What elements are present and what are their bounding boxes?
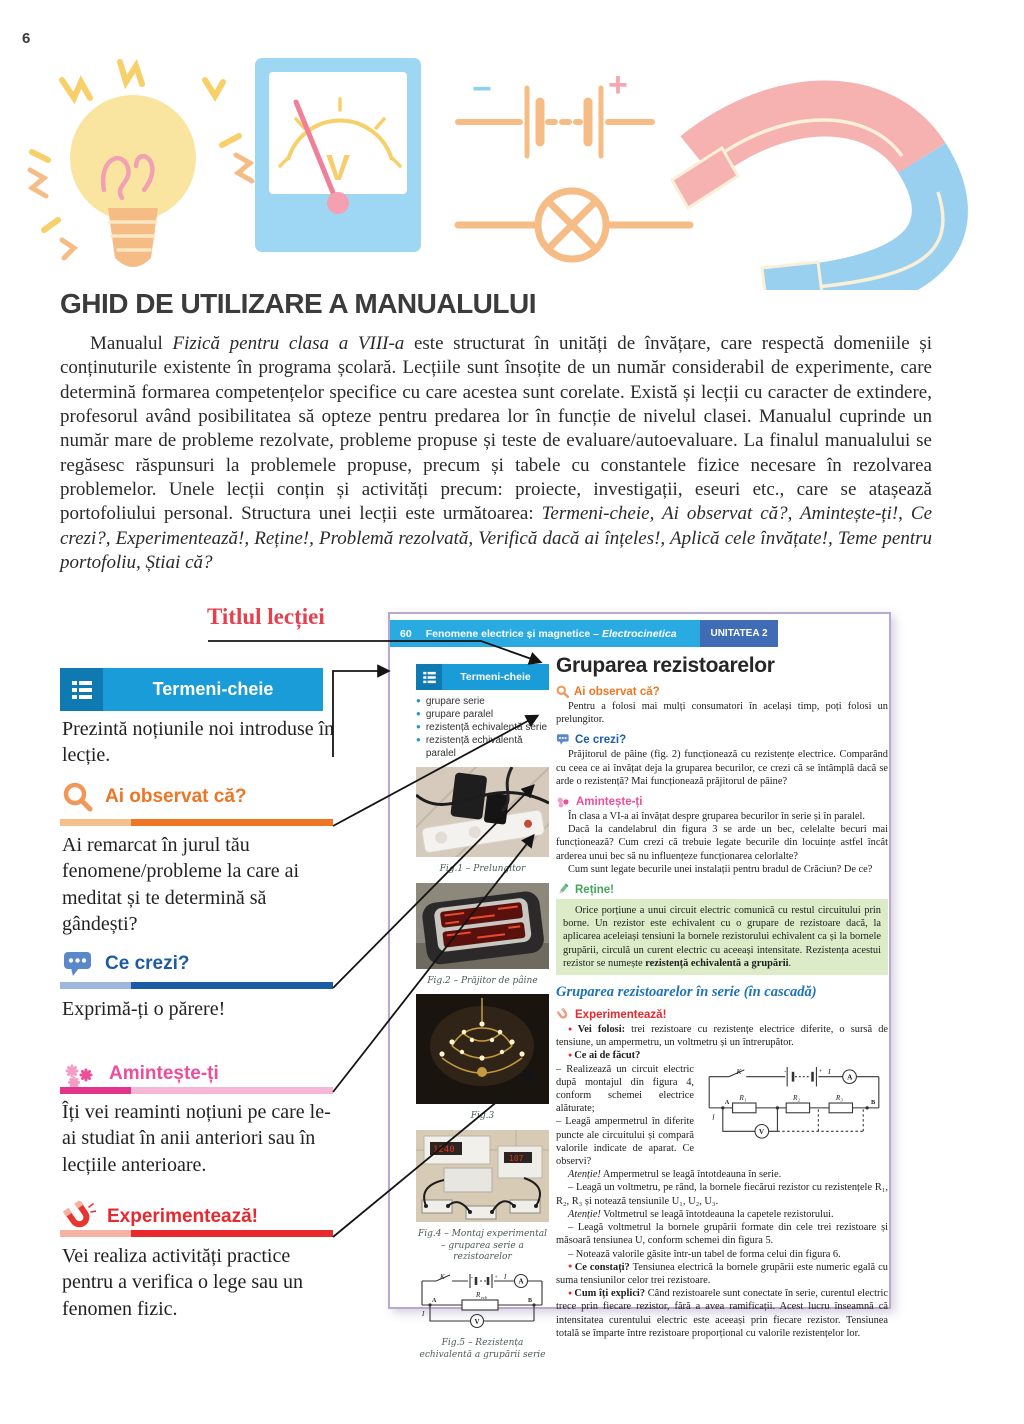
cum-explici-lead: Cum îți explici? xyxy=(574,1288,646,1300)
step-2: – Leagă ampermetrul în diferite puncte ale circuitului și compară valorile indicate de aparat. Ce observi? xyxy=(556,1116,694,1168)
ammeter-label: A xyxy=(518,1277,524,1286)
legend-aminteste-label: Amintește-ți xyxy=(109,1063,219,1084)
r1-label: R₁ xyxy=(739,1092,747,1102)
figure-4 xyxy=(416,1130,549,1264)
key-term-label: grupare serie xyxy=(425,696,485,707)
red-bullet-icon: ● xyxy=(568,1024,576,1033)
label-switch: K xyxy=(736,1066,742,1076)
node-b-label: B xyxy=(528,1298,533,1305)
page-title: GHID DE UTILIZARE A MANUALULUI xyxy=(60,288,536,319)
blue-rule xyxy=(60,982,333,989)
legend-termeni-cheie-desc: Prezintă noțiunile noi introduse în lecție. xyxy=(62,718,335,767)
r2-label: R₂ xyxy=(793,1092,801,1102)
mini-retine-label: Reține! xyxy=(575,883,614,896)
label-current: I xyxy=(828,1066,831,1076)
flowers-icon xyxy=(62,1058,98,1090)
label-current-2: I xyxy=(712,1112,715,1122)
aminteste-p1: În clasa a VI-a ai învățat despre gruparea becurilor în serie și în paralel. xyxy=(568,811,865,823)
req-label: R xyxy=(476,1291,481,1300)
fig4-photo-experiment xyxy=(416,1130,549,1222)
fig5-circuit-diagram xyxy=(416,1271,549,1331)
intro-paragraph xyxy=(60,332,932,575)
magnet-small-icon xyxy=(62,1201,96,1233)
label-plus: + xyxy=(818,1067,823,1075)
battery-symbol-icon xyxy=(458,66,652,156)
mini-experimenteaza-label: Experimentează! xyxy=(575,1008,667,1021)
figure-5 xyxy=(416,1271,549,1361)
speech-bubble-icon xyxy=(62,949,94,979)
mini-aminteste-header xyxy=(556,795,888,808)
mini-ce-crezi-label: Ce crezi? xyxy=(575,733,627,746)
vei-folosi-lead: Vei folosi: xyxy=(577,1024,626,1036)
mini-ai-observat-label: Ai observat că? xyxy=(574,685,660,698)
key-term-label: rezistență echivalentă paralel xyxy=(425,735,523,759)
retine-text: Orice porțiune a unui circuit electric comunică cu restul circuitului prin borne. Un rezistor este echivalent cu o grupare de rezistoare dacă, la aplicarea aceleiași tensiuni la bornele rezistorului echivalent ca și la bornele grupării, circulă un curent electric cu aceeași intensitate. Rezistența acestui rezistor se numește xyxy=(563,905,881,969)
vei-folosi-text: trei rezistoare cu rezistențe electrice diferite, o sursă de tensiune, un ampermetru, un voltmetru și un întrerupător. xyxy=(556,1024,889,1049)
legend-ai-observat-header xyxy=(62,781,247,813)
figure-2 xyxy=(416,883,549,988)
aminteste-p2: Dacă la candelabrul din figura 3 se arde un bec, celelalte becuri mai funcționează? Cum crezi că trebuie legate becurile din locuințe astfel încât arderea unui bec să nu influențeze funcționarea celorlalte? xyxy=(556,824,888,862)
sample-page-number: 60 xyxy=(400,627,412,640)
pink-rule xyxy=(60,1087,333,1094)
step-4: – Leagă voltmetrul la bornele grupării formate din cele trei rezistoare și măsoară tensiunea U, conform schemei din figura 5. xyxy=(556,1222,888,1247)
figure-3 xyxy=(416,994,549,1123)
orange-rule xyxy=(60,819,333,826)
label-plus: + xyxy=(494,1275,499,1282)
voltmeter-label: V xyxy=(325,147,351,188)
label-switch: K xyxy=(440,1273,445,1282)
page-number: 6 xyxy=(22,30,31,47)
fig2-caption: Fig.2 – Prăjitor de pâine xyxy=(427,975,538,986)
list-icon xyxy=(60,668,103,711)
voltmeter-label: V xyxy=(474,1318,480,1327)
pencil-icon xyxy=(556,883,570,896)
legend-ce-crezi-header xyxy=(62,949,189,979)
legend-experimenteaza-label: Experimentează! xyxy=(107,1206,259,1227)
magnifier-icon xyxy=(556,685,569,698)
mini-aminteste-label: Amintește-ți xyxy=(576,795,643,808)
node-a-label: A xyxy=(432,1298,437,1305)
lightbulb-icon xyxy=(30,62,252,267)
voltmeter-icon xyxy=(255,58,421,252)
key-terms-list xyxy=(416,695,549,760)
node-b-label: B xyxy=(871,1098,876,1106)
label-minus: - xyxy=(784,1067,787,1075)
ce-ai-de-facut-lead: Ce ai de făcut? xyxy=(574,1050,641,1062)
red-bullet-icon: ● xyxy=(568,1050,573,1059)
chapter-title: Fenomene electrice și magnetice – Electrocinetica xyxy=(425,627,677,640)
intro-lead: Manualul xyxy=(90,333,173,354)
key-term xyxy=(416,695,549,708)
legend-aminteste-desc: Îți vei reaminti noțiuni pe care le-ai studiat în anii anteriori sau în lecțiile anterioare. xyxy=(62,1101,331,1176)
legend-experimenteaza-header xyxy=(62,1201,258,1233)
battery-plus-label: + xyxy=(608,66,628,104)
ammeter-label: A xyxy=(847,1072,853,1082)
meter-readout: 107 xyxy=(509,1154,524,1164)
legend-experimenteaza-desc: Vei realiza activități practice pentru a verifica o lege sau un fenomen fizic. xyxy=(62,1245,304,1320)
intro-book-title: Fizică pentru clasa a VIII-a xyxy=(172,333,405,354)
intro-lesson-structure: Termeni-cheie, Ai observat că?, Amintește-ți!, Ce crezi?, Experimentează!, Reține!, Problemă rezolvată, Verifică dacă ai înțeles!, Aplică cele învățate!, Teme pentru portofoliu, Știai că? xyxy=(60,503,933,573)
label-current-2: I xyxy=(422,1310,425,1319)
red-bullet-icon: ● xyxy=(568,1262,573,1271)
cum-explici-text: Când rezistoarele sunt conectate în serie, curentul electric trece prin fiecare rezistor, fără a avea ramificații. Acest lucru înseamnă că intensitatea curentului electric este aceeași prin fiecare rezistor. Tensiunea totală se împarte între rezistoare proporțional cu valorile rezistențelor lor. xyxy=(556,1288,889,1339)
step-3: – Leagă un voltmetru, pe rând, la bornele fiecărui rezistor cu rezistențele R₁, R₂, R₃ și notează tensiunile U₁, U₂, U₃. xyxy=(556,1182,888,1207)
bullet-icon: ● xyxy=(416,735,421,744)
fig3-photo-chandelier xyxy=(416,994,549,1104)
unit-badge: UNITATEA 2 xyxy=(700,620,778,647)
retine-end: . xyxy=(788,957,792,969)
retine-bold-term: rezistență echivalentă a grupării xyxy=(645,957,789,969)
key-term xyxy=(416,721,549,734)
hero-illustrations xyxy=(0,40,1024,290)
lesson-title-pointer-label: Titlul lecției xyxy=(207,604,325,629)
sample-lesson-page xyxy=(388,612,891,1360)
aminteste-p3: Cum sunt legate becurile unei instalații pentru bradul de Crăciun? De ce? xyxy=(568,863,873,875)
fig5-caption: Fig.5 – Rezistența echivalentă a grupării serie xyxy=(419,1338,546,1360)
key-term xyxy=(416,708,549,721)
magnifier-icon xyxy=(62,781,94,813)
red-bullet-icon: ● xyxy=(568,1288,573,1297)
intro-body: este structurat în unități de învățare, care respectă domeniile și conținuturile existente în programa școlară. Lecțiile sunt însoțite de un număr considerabil de experimente, care determină formarea competențelor specifice cu care acestea sunt corelate. Există și lecții cu caracter de extindere, profesorul având posibilitatea să opteze pentru predarea lor în funcție de nivelul clasei. Manualul cuprinde un număr mare de probleme rezolvate, probleme propuse și teste de evaluare/autoevaluare. La finalul manualului se regăsesc răspunsuri la problemele propuse, precum și tabele cu constantele fizice necesare în rezolvarea problemelor. Unele lecții conțin și activități precum: proiecte, investigații, eseuri etc., care se atașează portofoliului personal. Structura unei lecții este următoarea: xyxy=(60,333,932,525)
label-minus: - xyxy=(471,1275,473,1282)
lesson-subheading: Gruparea rezistoarelor în serie (în cascadă) xyxy=(556,984,817,1001)
speech-bubble-icon xyxy=(556,733,570,746)
sample-right-column xyxy=(556,654,888,1340)
fig1-photo-power-strip xyxy=(416,767,549,857)
sample-left-column xyxy=(416,664,549,1362)
fig3-caption: Fig.3 xyxy=(470,1111,495,1122)
ce-constati-lead: Ce constați? xyxy=(574,1261,630,1273)
magnet-small-icon xyxy=(556,1008,570,1021)
list-icon xyxy=(416,664,442,690)
fig2-photo-toaster xyxy=(416,883,549,969)
atentie-1-lead: Atenție! xyxy=(568,1169,601,1181)
experiment-steps xyxy=(556,1063,888,1169)
mini-ai-observat-header xyxy=(556,685,888,698)
legend-aminteste-header xyxy=(62,1058,219,1090)
atentie-2-text: Voltmetrul se leagă întotdeauna la capetele rezistorului. xyxy=(600,1208,834,1220)
legend-ai-observat-label: Ai observat că? xyxy=(105,786,247,807)
legend-termeni-cheie-label: Termeni-cheie xyxy=(152,679,274,699)
legend-termeni-cheie-banner xyxy=(60,668,323,711)
figure-1 xyxy=(416,767,549,876)
key-term xyxy=(416,734,549,760)
legend-ce-crezi-desc: Exprimă-ți o părere! xyxy=(62,998,226,1020)
atentie-2-lead: Atenție! xyxy=(568,1208,601,1220)
bullet-icon: ● xyxy=(416,696,421,705)
key-term-label: grupare paralel xyxy=(425,709,494,720)
mini-experimenteaza-header xyxy=(556,1008,888,1021)
crezi-text: Prăjitorul de pâine (fig. 2) funcționează cu rezistențe electrice. Comparând cu ceea ce ai învățat deja la gruparea becurilor, ce crezi că se întâmplă dacă se arde o rezistență? Mai funcționează prăjitorul de pâine? xyxy=(556,749,888,787)
battery-minus-label: − xyxy=(472,70,492,108)
req-sub-label: ech xyxy=(481,1295,488,1301)
observat-text: Pentru a folosi mai mulți consumatori în același timp, poți folosi un prelungitor. xyxy=(556,701,888,726)
lesson-title: Gruparea rezistoarelor xyxy=(556,654,775,677)
sample-page-header-bar xyxy=(390,620,889,647)
flowers-icon xyxy=(556,795,571,808)
atentie-1-text: Ampermetrul se leagă întotdeauna în serie. xyxy=(600,1169,782,1181)
fig4-caption: Fig.4 – Montaj experimental – gruparea serie a rezistoarelor xyxy=(418,1229,547,1263)
chapter-bar xyxy=(390,620,700,647)
mini-ce-crezi-header xyxy=(556,733,888,746)
meter-readout: 1240 xyxy=(433,1145,455,1156)
magnet-icon xyxy=(672,102,943,290)
arrow-termeni-cheie xyxy=(333,671,388,757)
fig1-caption: Fig.1 – Prelungitor xyxy=(439,864,526,874)
lamp-symbol-icon xyxy=(458,191,690,259)
node-a-label: A xyxy=(724,1098,730,1106)
step-1: – Realizează un circuit electric după montajul din figura 4, conform schemei electrice alăturate; xyxy=(556,1063,694,1115)
fig4-circuit-diagram xyxy=(700,1065,888,1143)
mini-retine-header xyxy=(556,883,888,896)
mini-termeni-label: Termeni-cheie xyxy=(460,671,531,683)
mini-termeni-banner xyxy=(416,664,549,690)
r3-label: R₃ xyxy=(835,1092,843,1102)
bullet-icon: ● xyxy=(416,709,421,718)
voltmeter-label: V xyxy=(758,1126,765,1136)
legend-ce-crezi-label: Ce crezi? xyxy=(105,953,190,974)
chapter-title-em: Electrocinetica xyxy=(601,627,677,640)
red-rule xyxy=(60,1230,333,1237)
bullet-icon: ● xyxy=(416,722,421,731)
ce-constati-text: Tensiunea electrică la bornele grupării este numeric egală cu suma tensiunilor celor trei rezistoare. xyxy=(556,1261,888,1286)
retine-box xyxy=(556,899,888,975)
label-current: I xyxy=(504,1273,507,1282)
step-5: – Notează valorile găsite într-un tabel de forma celui din figura 6. xyxy=(568,1248,841,1260)
key-term-label: rezistență echivalentă serie xyxy=(425,722,548,733)
legend-ai-observat-desc: Ai remarcat în jurul tău fenomene/probleme la care ai meditat și te determină să gândești? xyxy=(62,834,300,936)
